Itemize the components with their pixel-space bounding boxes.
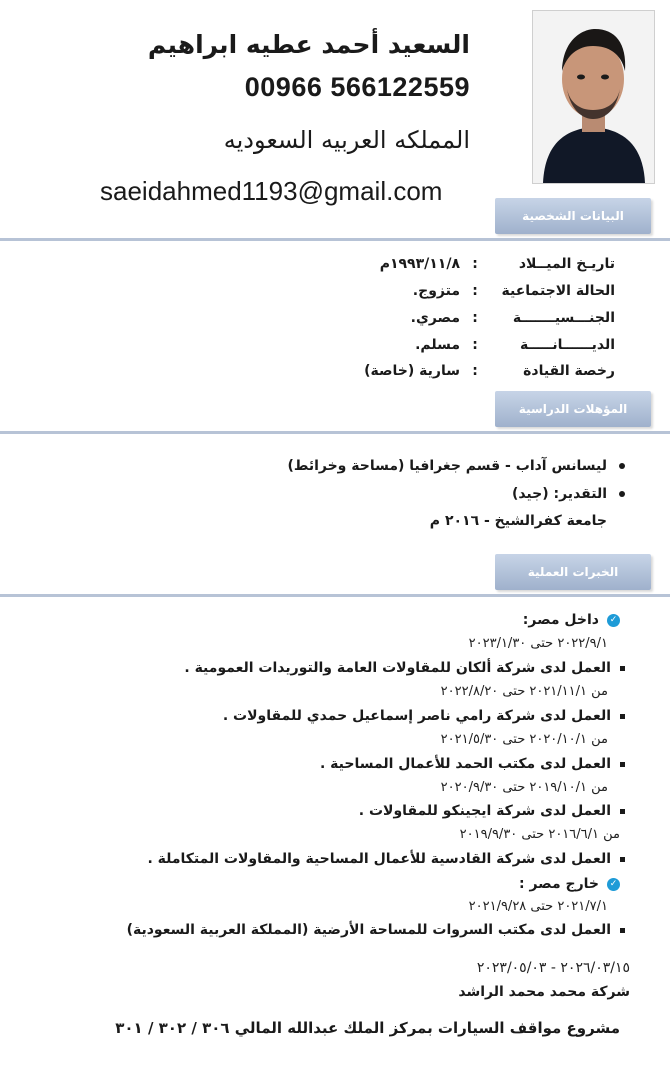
education-degree: [287, 458, 625, 474]
row-colon: :: [472, 363, 478, 379]
round-bullet-icon: [619, 463, 625, 469]
phone-number: 00966 566122559: [244, 72, 470, 102]
row-label: تاريـخ الميــلاد: [518, 256, 615, 272]
job-title: العمل لدى شركة رامي ناصر إسماعيل حمدي للمقاولات .: [222, 708, 611, 724]
row-colon: :: [472, 283, 478, 299]
outside-dates: ٢٠٢١/٧/١ حتى ٢٠٢١/٩/٢٨: [468, 899, 608, 914]
job-dates: من ٢٠١٦/٦/١ حتى ٢٠١٩/٩/٣٠: [459, 827, 620, 842]
section-heading-personal: البيانات الشخصية: [495, 198, 651, 234]
job-item: [147, 851, 625, 867]
job-item: [359, 803, 625, 819]
profile-photo: [532, 10, 655, 184]
square-bullet-icon: [620, 857, 625, 862]
square-bullet-icon: [620, 714, 625, 719]
job-dates: من ٢٠٢٠/١٠/١ حتى ٢٠٢١/٥/٣٠: [440, 732, 608, 747]
inside-title: داخل مصر:: [522, 612, 599, 628]
row-label: الديــــــانـــــة: [519, 337, 615, 353]
square-bullet-icon: [620, 809, 625, 814]
row-colon: :: [472, 256, 478, 272]
job-title: العمل لدى مكتب السروات للمساحة الأرضية (المملكة العربية السعودية): [126, 922, 611, 938]
person-avatar-icon: [533, 11, 654, 183]
inside-egypt-heading: [523, 612, 620, 628]
inside-dates: ٢٠٢٢/٩/١ حتى ٢٠٢٣/١/٣٠: [468, 636, 608, 651]
job-item: [127, 922, 625, 938]
row-value: متزوج.: [412, 283, 460, 299]
job-title: العمل لدى شركة ايجينكو للمقاولات .: [358, 803, 611, 819]
row-colon: :: [472, 337, 478, 353]
row-value: مسلم.: [415, 337, 460, 353]
row-value: سارية (خاصة): [364, 363, 460, 379]
section-heading-education: المؤهلات الدراسية: [495, 391, 651, 427]
full-name: السعيد أحمد عطيه ابراهيم: [147, 30, 470, 59]
row-value: مصري.: [410, 310, 460, 326]
country: المملكه العربيه السعوديه: [223, 126, 470, 154]
row-colon: :: [472, 310, 478, 326]
recent-dates: ٢٠٢٦/٠٣/١٥ - ٢٠٢٣/٠٥/٠٣: [476, 960, 630, 976]
education-grade: [512, 486, 625, 502]
section-divider: [0, 238, 670, 241]
project-description: مشروع مواقف السيارات بمركز الملك عبدالله المالي ٣٠٦ / ٣٠٢ / ٣٠١: [115, 1019, 620, 1037]
outside-egypt-heading: [519, 876, 620, 892]
row-label: الحالة الاجتماعية: [501, 283, 615, 299]
square-bullet-icon: [620, 928, 625, 933]
personal-row-religion: [415, 333, 615, 357]
square-bullet-icon: [620, 762, 625, 767]
section-divider: [0, 431, 670, 434]
personal-row-license: [364, 359, 615, 383]
job-title: العمل لدى مكتب الحمد للأعمال المساحية .: [319, 756, 611, 772]
degree-text: ليسانس آداب - قسم جغرافيا (مساحة وخرائط): [287, 458, 607, 474]
job-item: [184, 660, 625, 676]
round-bullet-icon: [619, 491, 625, 497]
grade-text: التقدير: (جيد): [511, 486, 607, 502]
education-university: جامعة كفرالشيخ - ٢٠١٦ م: [429, 513, 607, 529]
job-item: [320, 756, 625, 772]
personal-row-nationality: [411, 306, 615, 330]
personal-row-birthdate: [380, 252, 615, 276]
row-label: الجنـــسيـــــــة: [512, 310, 615, 326]
check-circle-icon: ✓: [607, 614, 620, 627]
job-title: العمل لدى شركة القادسية للأعمال المساحية والمقاولات المتكاملة .: [147, 851, 611, 867]
square-bullet-icon: [620, 666, 625, 671]
job-dates: من ٢٠١٩/١٠/١ حتى ٢٠٢٠/٩/٣٠: [440, 780, 608, 795]
row-label: رخصة القيادة: [523, 363, 615, 379]
outside-title: خارج مصر :: [518, 876, 599, 892]
recent-company: شركة محمد محمد الراشد: [458, 984, 630, 1000]
job-dates: من ٢٠٢١/١١/١ حتى ٢٠٢٢/٨/٢٠: [440, 684, 608, 699]
section-heading-experience: الخبرات العملية: [495, 554, 651, 590]
job-title: العمل لدى شركة ألكان للمقاولات العامة والتوريدات العمومية .: [184, 660, 611, 676]
job-item: [223, 708, 625, 724]
personal-row-marital: [413, 279, 615, 303]
check-circle-icon: ✓: [607, 878, 620, 891]
row-value: ١٩٩٣/١١/٨م: [379, 256, 460, 272]
email-address: saeidahmed1193@gmail.com: [100, 176, 443, 206]
section-divider: [0, 594, 670, 597]
